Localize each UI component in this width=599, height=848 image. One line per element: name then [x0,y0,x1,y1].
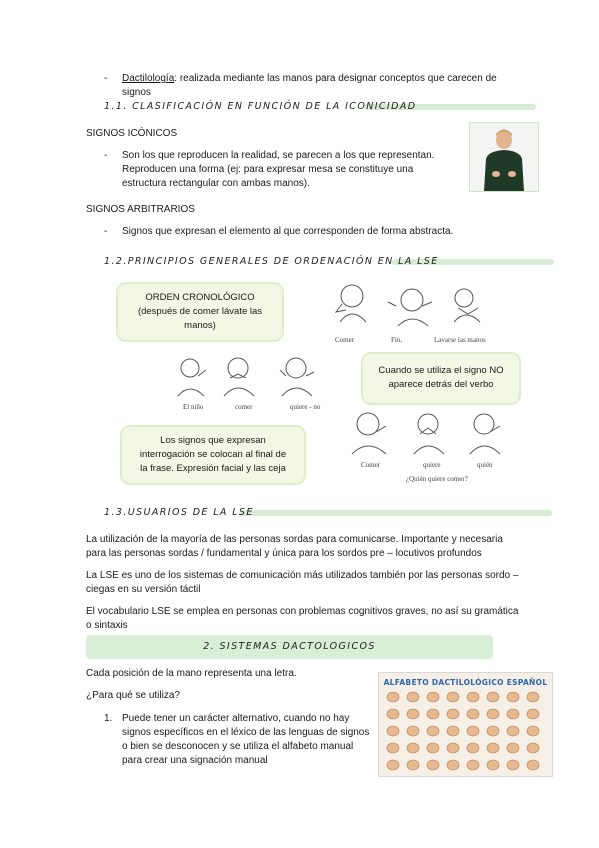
alphabet-hands-grid [385,689,547,773]
caption-quien: quién [477,461,493,469]
usuarios-p1-line2: para las personas sordas / fundamental y única para los sordos pre – locutivos profundos [86,548,482,559]
section-2-list-item [122,712,372,768]
callout-3-line2: interrogación se colocan al final de [139,449,287,460]
arbitrary-title: SIGNOS ARBITRARIOS [86,204,195,215]
iconic-line3: estructura rectangular con ambas manos). [122,178,310,189]
bullet-dash: - [104,73,108,84]
dactilologia-term: Dactilología [122,73,175,84]
arbitrary-line1: Signos que expresan el elemento al que corresponden de forma abstracta. [122,226,454,237]
iconic-line2: Reproducen una forma (ej: para expresar mesa se constituye una [122,164,414,175]
usuarios-p3-line1: El vocabulario LSE se emplea en personas con problemas cognitivos graves, no así su gramática [86,606,519,617]
usuarios-p2-line2: ciegas en su versión táctil [86,584,201,595]
signer-photo-svg [470,123,538,191]
callout-1-line3: manos) [184,320,216,331]
iconic-title: SIGNOS ICÓNICOS [86,128,178,139]
caption-el-nino: El niño [183,403,204,411]
heading-1-2: 1.2.PRINCIPIOS GENERALES DE ORDENACIÓN EN LA LSE [104,256,439,267]
alphabet-chart-image [378,672,553,777]
heading-bar-1-3 [240,510,552,516]
heading-1-3: 1.3.USUARIOS DE LA LSE [104,507,254,518]
iconic-text [122,149,462,191]
callout-1-line1: ORDEN CRONOLÓGICO [145,292,255,303]
caption-comer-a: Comer [335,336,355,344]
alphabet-title: ALFABETO DACTILOLÓGICO ESPAÑOL [383,678,548,687]
caption-fin: Fin, [391,336,403,344]
section-2-item-line1: Puede tener un carácter alternativo, cuando no hay [122,713,350,724]
callout-3-line1: Los signos que expresan [160,435,266,446]
sign-illustrations-row-b [168,352,338,404]
usuarios-paragraph-2 [86,569,546,597]
callout-1-line2: (después de comer lávate las [137,306,263,317]
usuarios-paragraph-3 [86,605,546,633]
callout-2-line2: aparece detrás del verbo [388,379,494,390]
usuarios-p1-line1: La utilización de la mayoría de las personas sordas para comunicarse. Importante y necesaria [86,534,503,545]
usuarios-p3-line2: o sintaxis [86,620,128,631]
caption-comer-b: comer [235,403,253,411]
usuarios-p2-line1: La LSE es uno de los sistemas de comunicación más utilizados también por las personas sordo – [86,570,519,581]
usuarios-paragraph-1 [86,533,546,561]
section-2-header [86,635,493,659]
callout-2-line1: Cuando se utiliza el signo NO [378,365,504,376]
callout-signo-no [361,352,521,405]
list-number: 1. [104,713,113,724]
bullet-dash: - [104,150,108,161]
dactilologia-text: : realizada mediante las manos para designar conceptos que carecen de [174,73,497,84]
caption-quiere-no: quiere - no [290,403,321,411]
sign-illustrations-row-a [318,276,518,334]
section-2-question: ¿Para qué se utiliza? [86,690,180,701]
section-2-paragraph: Cada posición de la mano representa una letra. [86,668,297,679]
section-2-title: 2. SISTEMAS DACTOLOGICOS [203,641,376,652]
caption-comer-c: Comer [361,461,381,469]
callout-orden-cronologico [116,282,284,342]
callout-interrogacion [120,425,306,485]
caption-question: ¿Quién quiere comer? [406,475,468,483]
iconic-line1: Son los que reproducen la realidad, se parecen a los que representan. [122,150,435,161]
signer-photo [469,122,539,192]
callout-3-line3: la frase. Expresión facial y las ceja [140,463,286,474]
caption-lavarse: Lavarse las manos [434,336,486,344]
section-2-item-line3: o bien se desconocen y se utiliza el alfabeto manual [122,741,354,752]
section-2-item-line2: signos específicos en el léxico de las lenguas de signos [122,727,370,738]
dactilologia-item [122,72,512,100]
heading-1-1: 1.1. CLASIFICACIÓN EN FUNCIÓN DE LA ICONICIDAD [104,101,417,112]
section-2-item-line4: para crear una signación manual [122,755,268,766]
dactilologia-text-line2: signos [122,87,151,98]
sign-illustrations-row-c [340,406,516,458]
caption-quiere-c: quiere [423,461,441,469]
bullet-dash: - [104,226,108,237]
